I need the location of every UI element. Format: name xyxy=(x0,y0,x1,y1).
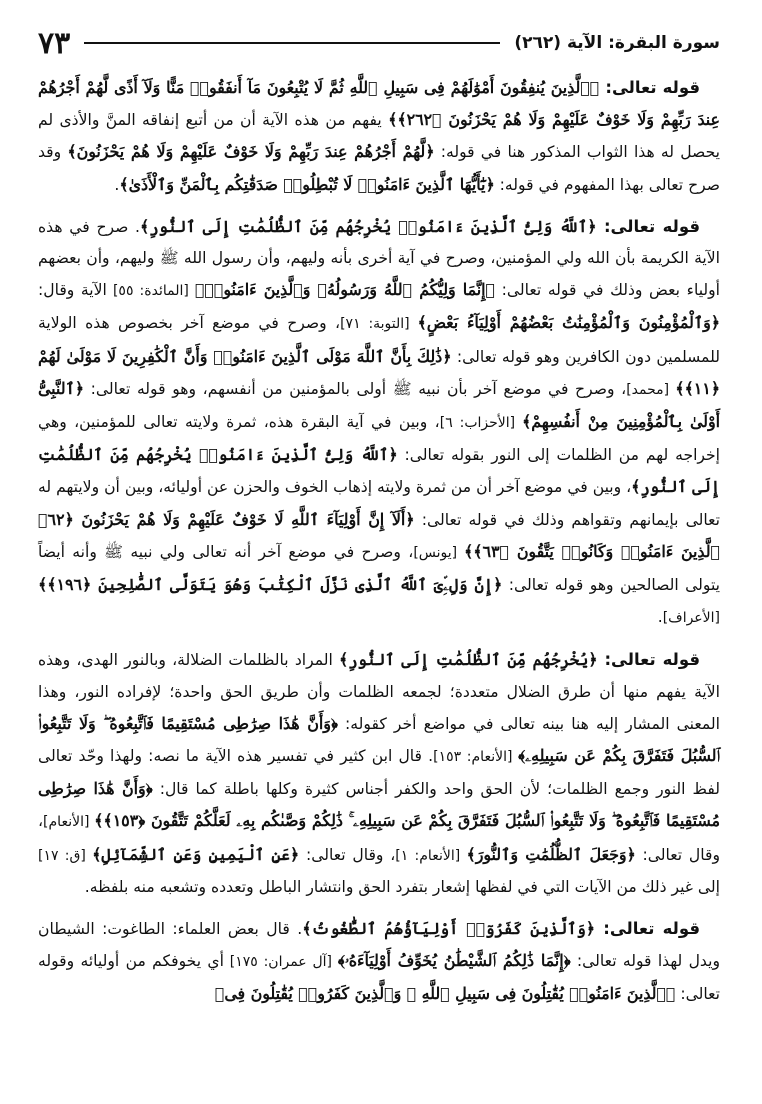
quran-verse: ﴿وَأَنَّ هَٰذَا صِرَٰطِى مُسْتَقِيمًا فَٱتَّبِعُوهُ ۖ وَلَا تَتَّبِعُوا۟ ٱلسُّبُلَ فَتَفَرَّقَ بِكُمْ عَن سَبِيلِهِۦ ۚ ذَٰلِكُمْ وَصَّىٰكُم بِهِۦ لَعَلَّكُمْ تَتَّقُونَ ﴿١٥٣﴾﴾ xyxy=(38,779,720,831)
body-text: . قال ابن كثير في تفسير هذه الآية ما نصه: ولهذا وحّد تعالى لفظ النور وجمع الظلمات؛ لأن الحق واحد والكفر أجناس كثيرة وكلها باطلة كما قال: xyxy=(38,747,720,799)
page-number: ٧٣ xyxy=(38,25,71,61)
quran-verse: ﴿ذَٰلِكَ بِأَنَّ ٱللَّهَ مَوْلَى ٱلَّذِينَ ءَامَنُوا۟ وَأَنَّ ٱلْكَٰفِرِينَ لَا مَوْلَىٰ لَهُمْ ﴿١١﴾﴾ xyxy=(38,346,720,398)
body-text: . xyxy=(657,608,663,627)
quran-verse: ﴿ٱلَّذِينَ يُنفِقُونَ أَمْوَٰلَهُمْ فِى سَبِيلِ ٱللَّهِ ثُمَّ لَا يُتْبِعُونَ مَآ أَنفَقُوا۟ مَنًّا وَلَآ أَذًى لَّهُمْ أَجْرُهُمْ عِندَ رَبِّهِمْ وَلَا خَوْفٌ عَلَيْهِمْ وَلَا هُمْ يَحْزَنُونَ ﴿٢٦٢﴾﴾ xyxy=(38,78,720,130)
verse-reference: [التوبة: ٧١] xyxy=(340,316,418,333)
quran-verse: ﴿أَلَآ إِنَّ أَوْلِيَآءَ ٱللَّهِ لَا خَوْفٌ عَلَيْهِمْ وَلَا هُمْ يَحْزَنُونَ ﴿٦٢﴾ ٱلَّذِينَ ءَامَنُوا۟ وَكَانُوا۟ يَتَّقُونَ ﴿٦٣﴾﴾ xyxy=(38,509,721,561)
body-text: ، وصرح في موضع آخر أنه تعالى ولي نبيه ﷺ وأنه أيضاً يتولى الصالحين وهو قوله تعالى: xyxy=(38,542,720,595)
quran-verse: ﴿وَجَعَلَ ٱلظُّلُمَٰتِ وَٱلنُّورَ﴾ xyxy=(466,844,636,864)
body-text: ، وصرح في موضع آخر بخصوص هذه الولاية للمسلمين دون الكافرين وهو قوله تعالى: xyxy=(38,314,720,366)
quran-verse: ﴿ٱلنَّبِىُّ أَوْلَىٰ بِٱلْمُؤْمِنِينَ مِنْ أَنفُسِهِمْ﴾ xyxy=(38,378,720,432)
verse-reference: [آل عمران: ١٧٥] xyxy=(223,954,338,971)
verse-reference: [يونس] xyxy=(413,544,464,561)
running-title: سورة البقرة: الآية (٢٦٢) xyxy=(514,33,720,53)
header-rule xyxy=(84,42,500,44)
quran-verse: ﴿ٱلَّذِينَ ءَامَنُوا۟ يُقَٰتِلُونَ فِى سَبِيلِ ٱللَّهِ ۖ وَٱلَّذِينَ كَفَرُوا۟ يُقَٰتِلُونَ فِى﴾ xyxy=(214,984,676,1004)
body-text: الآية وقال: xyxy=(38,281,107,300)
paragraph xyxy=(38,211,720,635)
quran-verse: ﴿وَٱلْمُؤْمِنُونَ وَٱلْمُؤْمِنَٰتُ بَعْضُهُمْ أَوْلِيَآءُ بَعْضٍ﴾ xyxy=(417,313,721,333)
section-lead: قوله تعالى: xyxy=(595,919,700,939)
quran-verse: ﴿وَٱلَّذِينَ كَفَرُوٓا۟ أَوْلِيَآؤُهُمُ ٱلطَّٰغُوتُ﴾ xyxy=(302,919,596,939)
body-text: وقد صرح تعالى بهذا المفهوم في قوله: xyxy=(38,143,720,194)
body-text: يفهم من هذه الآية أن من أتبع إنفاقه المنَّ والأذى لم يحصل له هذا الثواب المذكور هنا في قوله: xyxy=(38,111,720,162)
body-text: ، وقال تعالى: xyxy=(38,812,720,864)
section-lead: قوله تعالى: xyxy=(596,216,700,236)
verse-reference: [محمد] xyxy=(626,381,676,398)
body-text: . صرح في هذه الآية الكريمة بأن الله ولي المؤمنين، وصرح في آية أخرى بأنه وليهم، وأن رسول الله ﷺ وليهم، وأن بعضهم أولياء بعض وذلك في قوله تعالى: xyxy=(38,217,721,300)
body-text: المراد بالظلمات الضلالة، وبالنور الهدى، وهذه الآية يفهم منها أن طرق الضلال متعددة؛ لجمعه الظلمات وأن طريق الحق واحدة؛ لإفراده النور، وهذا المعنى المشار إليه هنا بينه تعالى في مواضع أخر كقوله: xyxy=(38,651,721,733)
quran-verse: ﴿وَأَنَّ هَٰذَا صِرَٰطِى مُسْتَقِيمًا فَٱتَّبِعُوهُ ۖ وَلَا تَتَّبِعُوا۟ ٱلسُّبُلَ فَتَفَرَّقَ بِكُمْ عَن سَبِيلِهِۦ﴾ xyxy=(38,713,720,766)
quran-verse: ﴿إِنَّمَا وَلِيُّكُمُ ٱللَّهُ وَرَسُولُهُۥ وَٱلَّذِينَ ءَامَنُوا۟﴾ xyxy=(194,280,495,300)
body-text: إلى غير ذلك من الآيات التي في لفظها إشعار بتفرد الحق وانتشار الباطل وتعدده وتشعبه منه بلفظه. xyxy=(84,877,720,896)
body-text: ، وبين في آية البقرة هذه، ثمرة ولايته تعالى للمؤمنين، وهي إخراجه لهم من الظلمات إلى النور بقوله تعالى: xyxy=(38,413,720,465)
quran-verse: ﴿يُخْرِجُهُم مِّنَ ٱلظُّلُمَٰتِ إِلَى ٱلنُّورِ﴾ xyxy=(339,650,598,670)
verse-reference: [المائدة: ٥٥] xyxy=(106,283,195,300)
quran-verse: ﴿ٱللَّهُ وَلِىُّ ٱلَّذِينَ ءَامَنُوا۟ يُخْرِجُهُم مِّنَ ٱلظُّلُمَٰتِ إِلَى ٱلنُّورِ﴾ xyxy=(140,216,597,236)
verse-reference: [الأنعام] xyxy=(43,814,95,831)
paragraph xyxy=(38,644,720,903)
verse-reference: [الأحزاب: ٦] xyxy=(439,415,522,432)
quran-verse: ﴿يَٰٓأَيُّهَا ٱلَّذِينَ ءَامَنُوا۟ لَا تُبْطِلُوا۟ صَدَقَٰتِكُم بِٱلْمَنِّ وَٱلْأَذَىٰ﴾ xyxy=(119,174,495,194)
quran-verse: ﴿عَنِ ٱلْيَمِينِ وَعَنِ ٱلشِّمَآئِلِ﴾ xyxy=(92,844,300,864)
verse-reference: [ق: ١٧] xyxy=(38,847,93,864)
verse-reference: [الأعراف] xyxy=(662,610,720,627)
section-lead: قوله تعالى: xyxy=(597,650,700,670)
body-text: . قال بعض العلماء: الطاغوت: الشيطان ويدل لهذا قوله تعالى: xyxy=(38,920,720,971)
body-text: ، وصرح في موضع آخر بأن نبيه ﷺ أولى بالمؤمنين من أنفسهم، وهو قوله تعالى: xyxy=(84,379,627,398)
verse-reference: [الأنعام: ١٥٣] xyxy=(433,749,519,766)
paragraph xyxy=(38,913,720,1011)
body-text: أي يخوفكم من أوليائه وقوله تعالى: xyxy=(38,952,720,1004)
section-lead: قوله تعالى: xyxy=(599,78,700,97)
body-text: . xyxy=(114,175,120,194)
body-text: ، وبين في موضع آخر أن من ثمرة ولايته إذهاب الخوف والحزن عن أوليائه، وبين أن ولايتهم له تعالى بإيمانهم وتقواهم وذلك في قوله تعالى: xyxy=(38,478,720,529)
page-header xyxy=(38,22,720,64)
quran-verse: ﴿إِنَّ وَلِۦِّىَ ٱللَّهُ ٱلَّذِى نَزَّلَ ٱلْكِتَٰبَ وَهُوَ يَتَوَلَّى ٱلصَّٰلِحِينَ ﴿١٩٦﴾﴾ xyxy=(38,575,503,595)
page-body xyxy=(38,72,720,1011)
body-text: ، وقال تعالى: xyxy=(299,845,396,864)
verse-reference: [الأنعام: ١] xyxy=(395,847,467,864)
quran-verse: ﴿لَّهُمْ أَجْرُهُمْ عِندَ رَبِّهِمْ وَلَا خَوْفٌ عَلَيْهِمْ وَلَا هُمْ يَحْزَنُونَ﴾ xyxy=(67,142,435,162)
quran-verse: ﴿إِنَّمَا ذَٰلِكُمُ ٱلشَّيْطَٰنُ يُخَوِّفُ أَوْلِيَآءَهُۥ﴾ xyxy=(337,951,571,971)
quran-verse: ﴿ٱللَّهُ وَلِىُّ ٱلَّذِينَ ءَامَنُوا۟ يُخْرِجُهُم مِّنَ ٱلظُّلُمَٰتِ إِلَى ٱلنُّورِ﴾ xyxy=(38,445,720,497)
paragraph xyxy=(38,72,720,201)
